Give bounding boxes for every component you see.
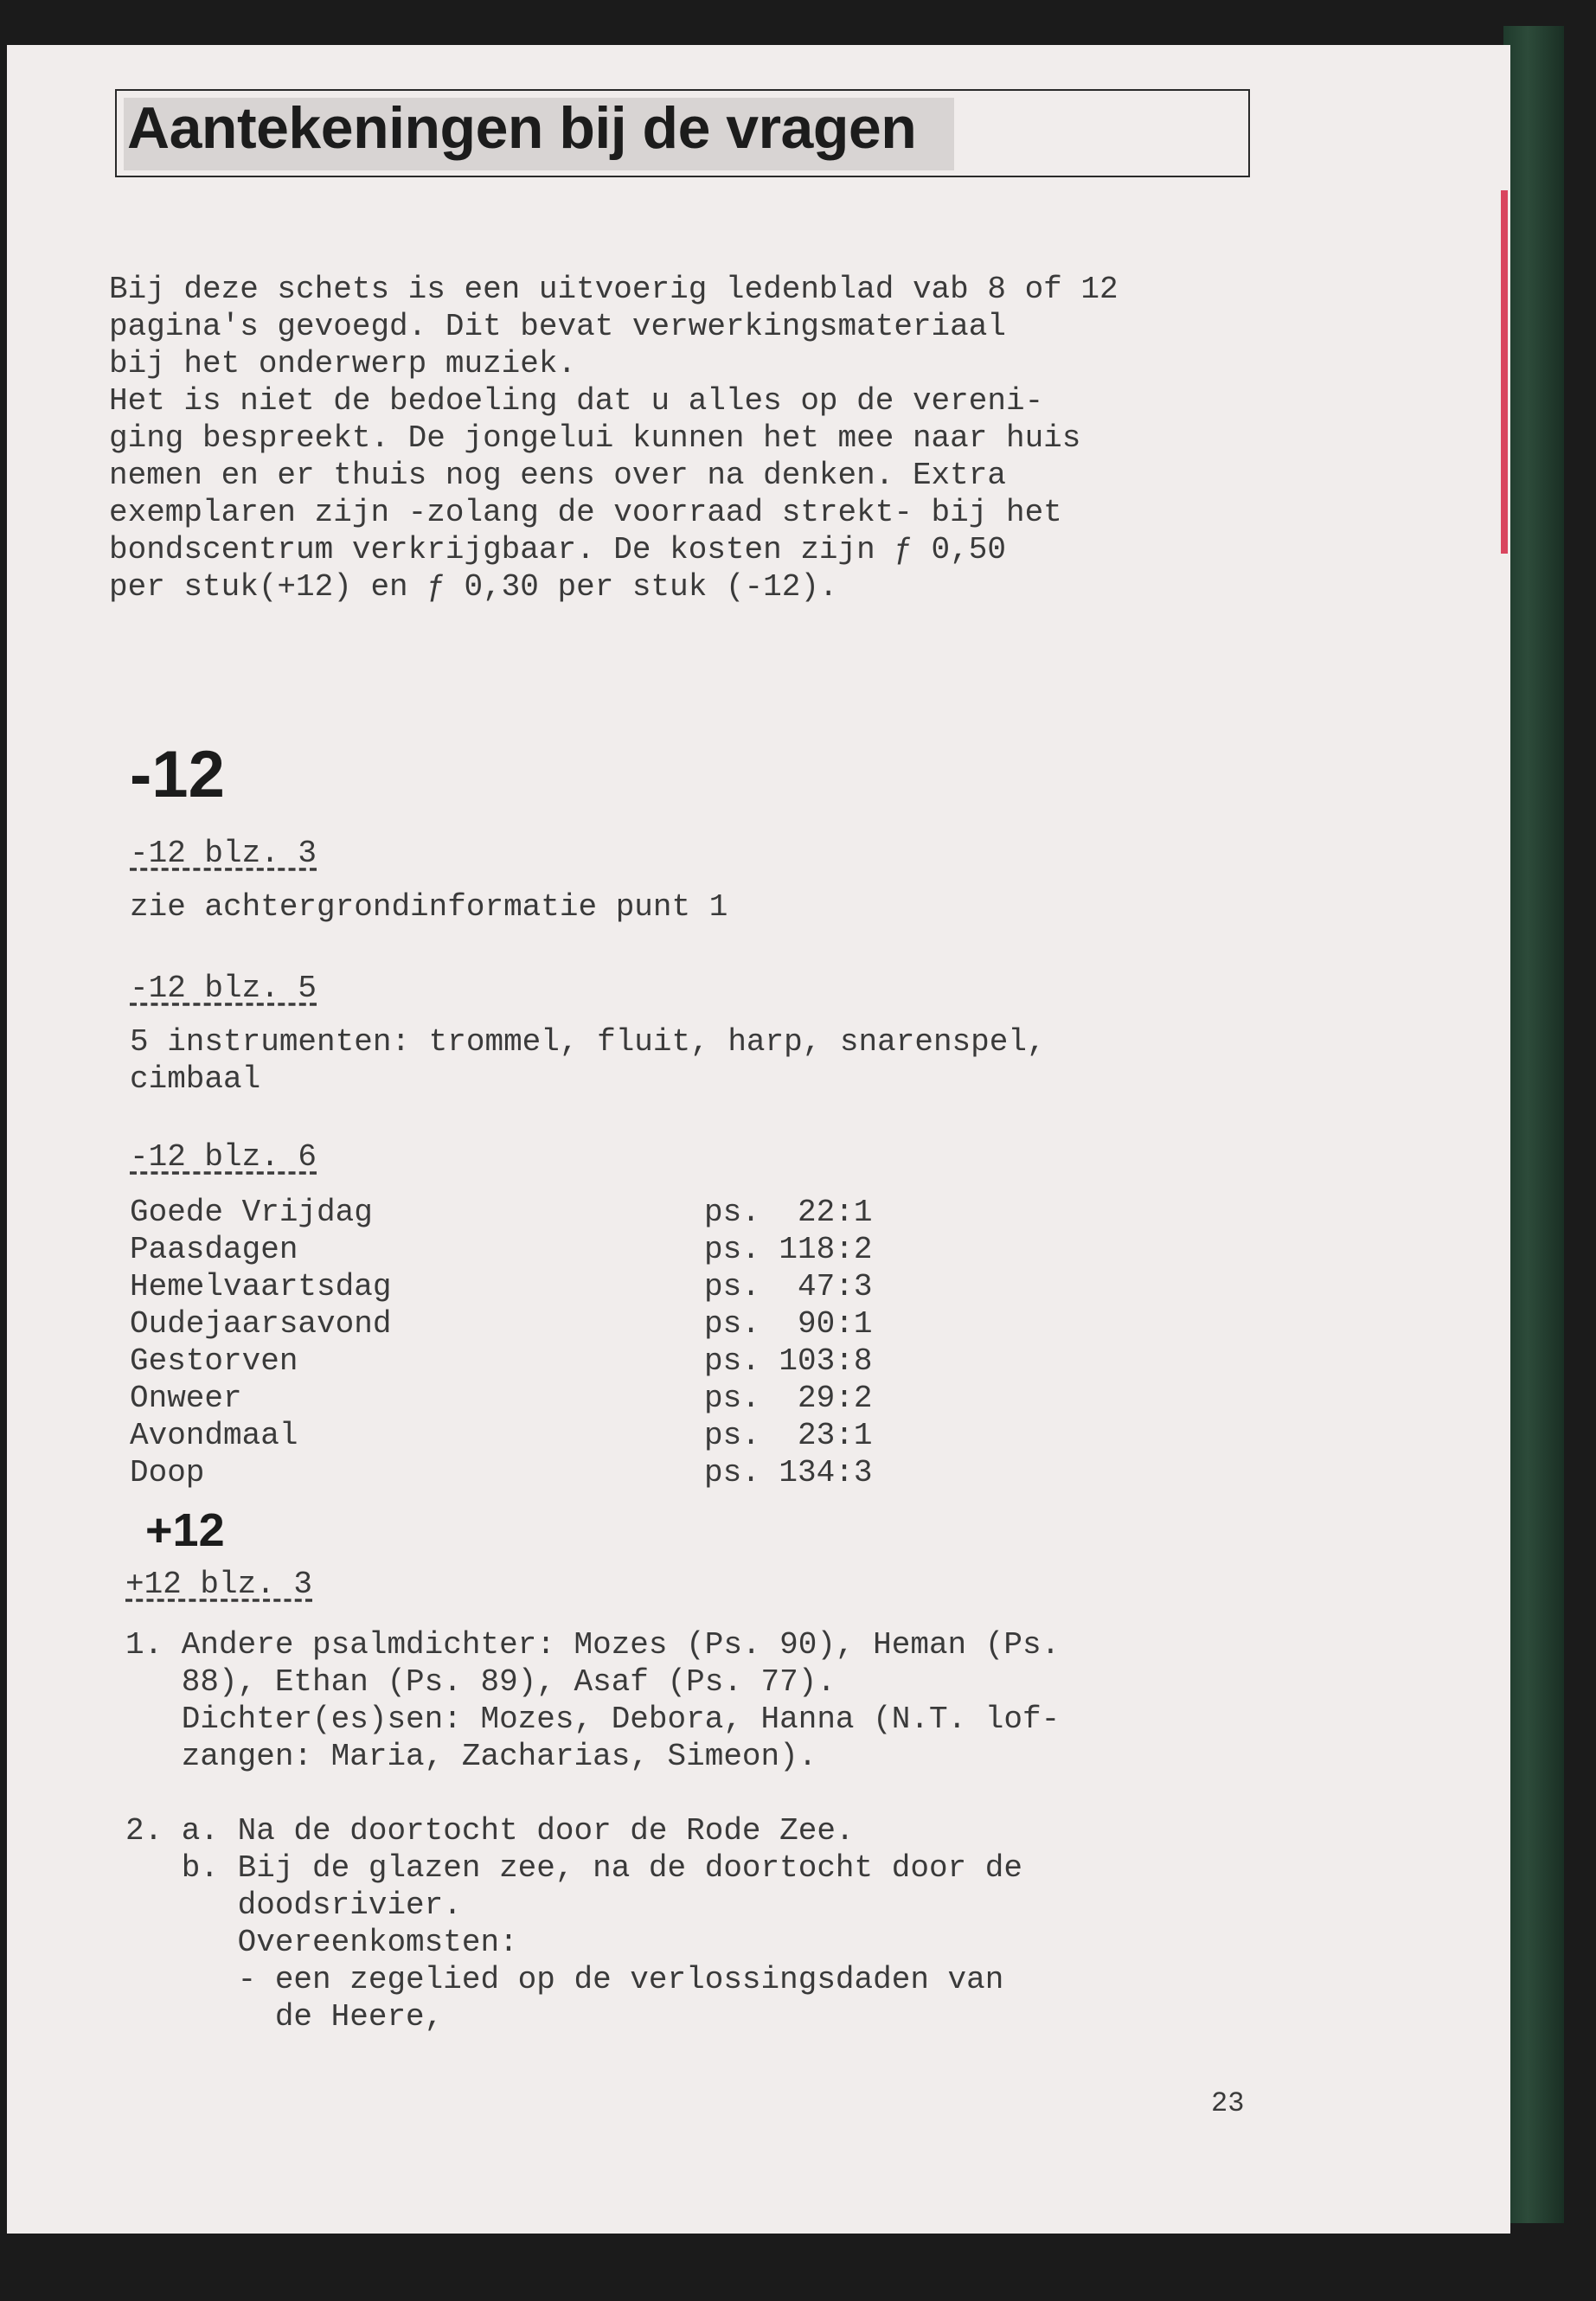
psalm-ref: ps. 90:1 (704, 1306, 873, 1342)
psalm-ref: ps. 47:3 (704, 1269, 873, 1304)
item1-line: Dichter(es)sen: Mozes, Debora, Hanna (N.T. lof- (125, 1702, 1061, 1737)
occasion-name: Hemelvaartsdag (130, 1269, 392, 1304)
psalm-ref: ps. 29:2 (704, 1381, 873, 1416)
plus-blz3-label: +12 blz. 3 (125, 1567, 313, 1602)
occasion-name: Gestorven (130, 1343, 298, 1379)
intro-line: Het is niet de bedoeling dat u alles op de vereni- (109, 383, 1044, 419)
intro-line: pagina's gevoegd. Dit bevat verwerkingsmateriaal (109, 309, 1006, 344)
blz5-line: cimbaal (130, 1061, 261, 1097)
psalm-ref: ps. 23:1 (704, 1418, 873, 1453)
item1-line: 88), Ethan (Ps. 89), Asaf (Ps. 77). (125, 1664, 836, 1700)
section-minus-12-heading: -12 (130, 738, 225, 811)
item1-line: zangen: Maria, Zacharias, Simeon). (125, 1739, 817, 1774)
page-title: Aantekeningen bij de vragen (127, 95, 917, 161)
intro-line: bondscentrum verkrijgbaar. De kosten zijn ƒ 0,50 (109, 532, 1006, 567)
item2-line: - een zegelied op de verlossingsdaden van (125, 1962, 1004, 1997)
intro-line: bij het onderwerp muziek. (109, 346, 577, 381)
blz6-label: -12 blz. 6 (130, 1139, 317, 1175)
intro-line: ging bespreekt. De jongelui kunnen het mee naar huis (109, 420, 1081, 456)
psalm-ref: ps. 103:8 (704, 1343, 873, 1379)
item2-line: de Heere, (125, 1999, 444, 2035)
psalm-ref: ps. 134:3 (704, 1455, 873, 1490)
occasion-name: Onweer (130, 1381, 242, 1416)
occasion-name: Doop (130, 1455, 205, 1490)
blz3-text: zie achtergrondinformatie punt 1 (130, 889, 728, 925)
item2-line: doodsrivier. (125, 1888, 462, 1923)
intro-line: Bij deze schets is een uitvoerig ledenblad vab 8 of 12 (109, 272, 1118, 307)
section-plus-12-heading: +12 (145, 1504, 225, 1556)
item1-line: 1. Andere psalmdichter: Mozes (Ps. 90), Heman (Ps. (125, 1627, 1061, 1663)
psalm-ref: ps. 22:1 (704, 1195, 873, 1230)
blz5-label: -12 blz. 5 (130, 971, 317, 1006)
intro-line: nemen en er thuis nog eens over na denken. Extra (109, 458, 1006, 493)
intro-line: exemplaren zijn -zolang de voorraad strekt- bij het (109, 495, 1062, 530)
occasion-name: Avondmaal (130, 1418, 298, 1453)
book-binding (1503, 26, 1564, 2223)
item2-line: Overeenkomsten: (125, 1925, 518, 1960)
title-box (115, 89, 1250, 177)
page-number: 23 (1211, 2087, 1245, 2119)
occasion-name: Oudejaarsavond (130, 1306, 392, 1342)
item2-line: 2. a. Na de doortocht door de Rode Zee. (125, 1813, 855, 1849)
occasion-name: Goede Vrijdag (130, 1195, 373, 1230)
blz3-label: -12 blz. 3 (130, 836, 317, 871)
item2-line: b. Bij de glazen zee, na de doortocht door de (125, 1850, 1022, 1886)
psalm-ref: ps. 118:2 (704, 1232, 873, 1267)
blz5-line: 5 instrumenten: trommel, fluit, harp, snarenspel, (130, 1024, 1046, 1060)
intro-line: per stuk(+12) en ƒ 0,30 per stuk (-12). (109, 569, 838, 605)
page-edge-tab (1501, 190, 1508, 554)
occasion-name: Paasdagen (130, 1232, 298, 1267)
